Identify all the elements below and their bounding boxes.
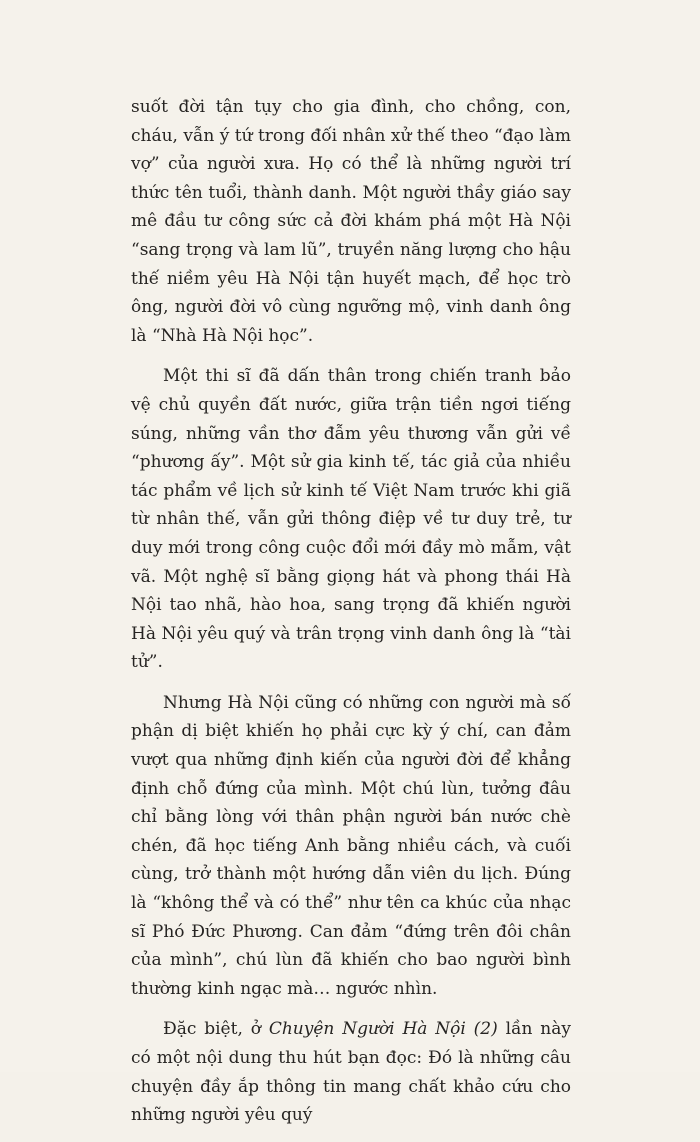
paragraph-4 bbox=[131, 1015, 571, 1129]
paragraph-4-suffix: lần này có một nội dung thu hút bạn đọc: Đó là những câu chuyện đầy ắp thông tin mang chất khảo cứu cho những người yêu quý bbox=[131, 1019, 571, 1126]
book-title-italic: Chuyện Người Hà Nội (2) bbox=[268, 1019, 498, 1040]
page-body-text bbox=[131, 93, 571, 1142]
paragraph-2: Một thi sĩ đã dấn thân trong chiến tranh bảo vệ chủ quyền đất nước, giữa trận tiền ngơi tiếng súng, những vần thơ đẫm yêu thương vẫn gửi về “phương ấy”. Một sử gia kinh tế, tác giả của nhiều tác phẩm về lịch sử kinh tế Việt Nam trước khi giã từ nhân thế, vẫn gửi thông điệp về tư duy trẻ, tư duy mới trong công cuộc đổi mới đầy mò mẫm, vật vã. Một nghệ sĩ bằng giọng hát và phong thái Hà Nội tao nhã, hào hoa, sang trọng đã khiến người Hà Nội yêu quý và trân trọng vinh danh ông là “tài tử”. bbox=[131, 366, 571, 673]
paragraph-3: Nhưng Hà Nội cũng có những con người mà số phận dị biệt khiến họ phải cực kỳ ý chí, can đảm vượt qua những định kiến của người đời để khẳng định chỗ đứng của mình. Một chú lùn, tưởng đâu chỉ bằng lòng với thân phận người bán nước chè chén, đã học tiếng Anh bằng nhiều cách, và cuối cùng, trở thành một hướng dẫn viên du lịch. Đúng là “không thể và có thể” như tên ca khúc của nhạc sĩ Phó Đức Phương. Can đảm “đứng trên đôi chân của mình”, chú lùn đã khiến cho bao người bình thường kinh ngạc mà… ngước nhìn. bbox=[131, 692, 571, 999]
paragraph-1: suốt đời tận tụy cho gia đình, cho chồng, con, cháu, vẫn ý tứ trong đối nhân xử thế theo “đạo làm vợ” của người xưa. Họ có thể là những người trí thức tên tuổi, thành danh. Một người thầy giáo say mê đầu tư công sức cả đời khám phá một Hà Nội “sang trọng và lam lũ”, truyền năng lượng cho hậu thế niềm yêu Hà Nội tận huyết mạch, để học trò ông, người đời vô cùng ngưỡng mộ, vinh danh ông là “Nhà Hà Nội học”. bbox=[131, 97, 571, 346]
paragraph-4-prefix: Đặc biệt, ở bbox=[163, 1019, 269, 1040]
